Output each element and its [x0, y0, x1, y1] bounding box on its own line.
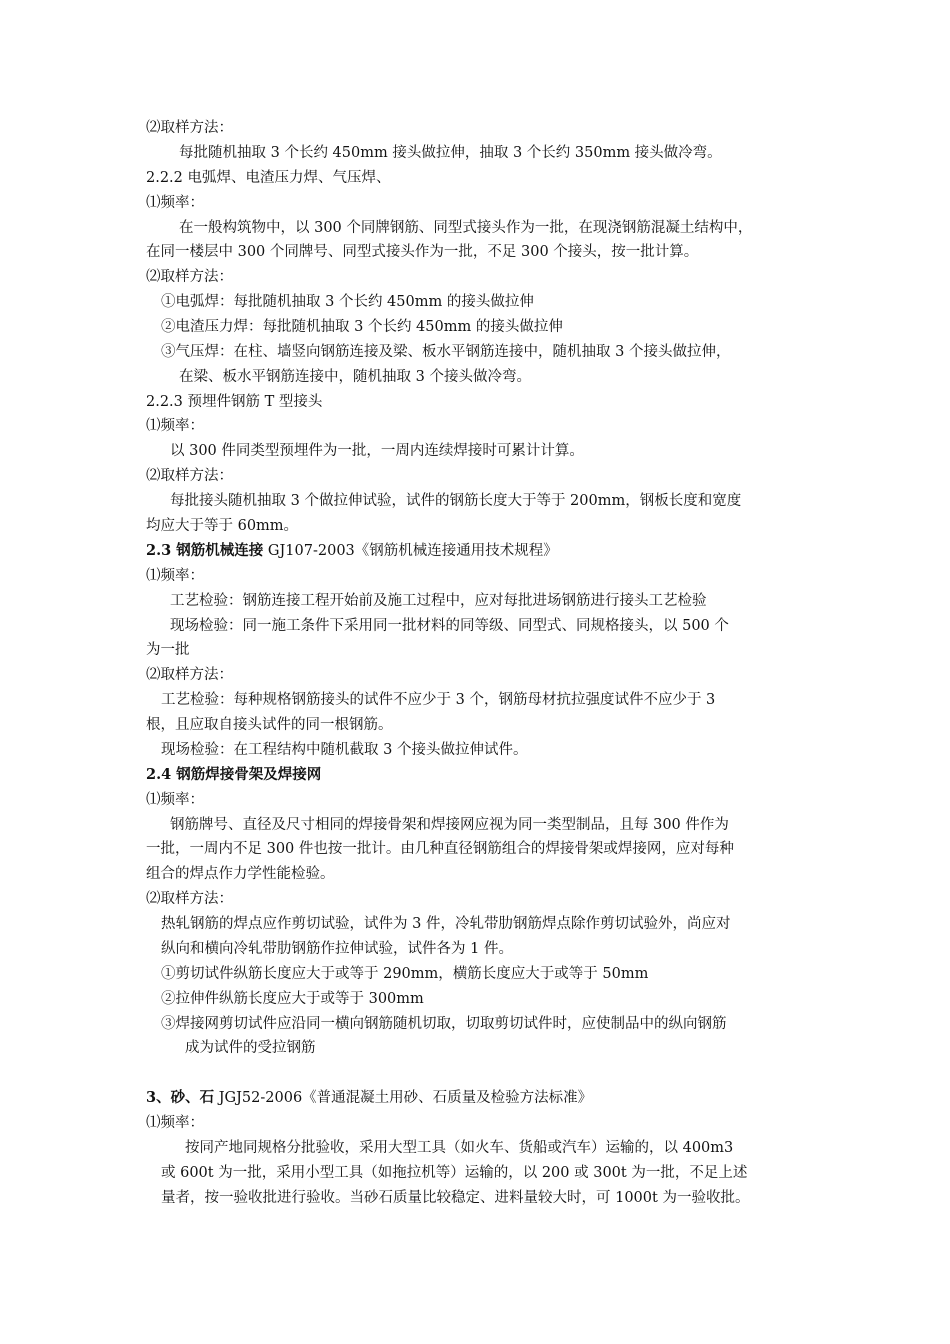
paragraph-line: 根，且应取自接头试件的同一根钢筋。 — [146, 717, 393, 733]
paragraph-line: 或 600t 为一批，采用小型工具（如拖拉机等）运输的，以 200 或 300t 为一批，不足上述 — [161, 1165, 748, 1181]
paragraph-line: 现场检验：在工程结构中随机截取 3 个接头做拉伸试件。 — [161, 742, 528, 758]
list-item: ③气压焊：在柱、墙竖向钢筋连接及梁、板水平钢筋连接中，随机抽取 3 个接头做拉伸， — [161, 344, 731, 360]
subheading-frequency: ⑴频率： — [146, 792, 204, 808]
list-item: ①剪切试件纵筋长度应大于或等于 290mm，横筋长度应大于或等于 50mm — [161, 966, 649, 982]
list-item-continuation: 成为试件的受拉钢筋 — [185, 1040, 316, 1056]
paragraph-line: 以 300 件同类型预埋件为一批，一周内连续焊接时可累计计算。 — [170, 443, 584, 459]
list-item-continuation: 在梁、板水平钢筋连接中，随机抽取 3 个接头做冷弯。 — [179, 369, 531, 385]
section-heading-3 — [146, 1088, 592, 1108]
paragraph-line: 均应大于等于 60mm。 — [146, 518, 299, 534]
list-item: ③焊接网剪切试件应沿同一横向钢筋随机切取，切取剪切试件时，应使制品中的纵向钢筋 — [161, 1016, 727, 1032]
paragraph-line: 纵向和横向冷轧带肋钢筋作拉伸试验，试件各为 1 件。 — [161, 941, 513, 957]
paragraph-line: 组合的焊点作力学性能检验。 — [146, 866, 335, 882]
standard-reference: JGJ52-2006《普通混凝土用砂、石质量及检验方法标准》 — [218, 1090, 593, 1106]
paragraph-line: 钢筋牌号、直径及尺寸相同的焊接骨架和焊接网应视为同一类型制品，且每 300 件作为 — [170, 817, 729, 833]
section-heading-2-2-2: 2.2.2 电弧焊、电渣压力焊、气压焊、 — [146, 170, 391, 186]
subheading-frequency: ⑴频率： — [146, 195, 204, 211]
list-item: ②电渣压力焊：每批随机抽取 3 个长约 450mm 的接头做拉伸 — [161, 319, 563, 335]
paragraph-line: 工艺检验：每种规格钢筋接头的试件不应少于 3 个，钢筋母材抗拉强度试件不应少于 3 — [161, 692, 716, 708]
section-heading-2-2-3: 2.2.3 预埋件钢筋 T 型接头 — [146, 394, 323, 410]
paragraph-line: 按同产地同规格分批验收，采用大型工具（如火车、货船或汽车）运输的，以 400m3 — [185, 1140, 734, 1156]
paragraph-line: 在同一楼层中 300 个同牌号、同型式接头作为一批，不足 300 个接头，按一批计算。 — [146, 244, 699, 260]
section-heading-title: 3、砂、石 — [146, 1089, 215, 1106]
paragraph-line: 为一批 — [146, 642, 190, 658]
paragraph-line: 每批随机抽取 3 个长约 450mm 接头做拉伸，抽取 3 个长约 350mm 接头做冷弯。 — [179, 145, 722, 161]
paragraph-line: 在一般构筑物中，以 300 个同牌钢筋、同型式接头作为一批，在现浇钢筋混凝土结构中， — [179, 220, 753, 236]
paragraph-line: 现场检验：同一施工条件下采用同一批材料的同等级、同型式、同规格接头，以 500 个 — [170, 618, 729, 634]
subheading-sampling-method: ⑵取样方法： — [146, 468, 233, 484]
subheading-sampling-method: ⑵取样方法： — [146, 120, 233, 136]
paragraph-line: 量者，按一验收批进行验收。当砂石质量比较稳定、进料量较大时，可 1000t 为一验收批。 — [161, 1190, 750, 1206]
subheading-frequency: ⑴频率： — [146, 568, 204, 584]
paragraph-line: 每批接头随机抽取 3 个做拉伸试验，试件的钢筋长度大于等于 200mm，钢板长度和宽度 — [170, 493, 742, 509]
subheading-frequency: ⑴频率： — [146, 418, 204, 434]
standard-reference: GJ107-2003《钢筋机械连接通用技术规程》 — [267, 543, 558, 559]
paragraph-line: 热轧钢筋的焊点应作剪切试验，试件为 3 件，冷轧带肋钢筋焊点除作剪切试验外，尚应对 — [161, 916, 731, 932]
section-heading-2-3 — [146, 541, 558, 561]
paragraph-line: 工艺检验：钢筋连接工程开始前及施工过程中，应对每批进场钢筋进行接头工艺检验 — [170, 593, 707, 609]
subheading-sampling-method: ⑵取样方法： — [146, 891, 233, 907]
list-item: ②拉伸件纵筋长度应大于或等于 300mm — [161, 991, 424, 1007]
subheading-sampling-method: ⑵取样方法： — [146, 667, 233, 683]
section-heading-title: 2.3 钢筋机械连接 — [146, 542, 264, 559]
subheading-frequency: ⑴频率： — [146, 1115, 204, 1131]
paragraph-line: 一批，一周内不足 300 件也按一批计。由几种直径钢筋组合的焊接骨架或焊接网，应对每种 — [146, 841, 734, 857]
subheading-sampling-method: ⑵取样方法： — [146, 269, 233, 285]
section-heading-2-4: 2.4 钢筋焊接骨架及焊接网 — [146, 766, 322, 783]
list-item: ①电弧焊：每批随机抽取 3 个长约 450mm 的接头做拉伸 — [161, 294, 534, 310]
